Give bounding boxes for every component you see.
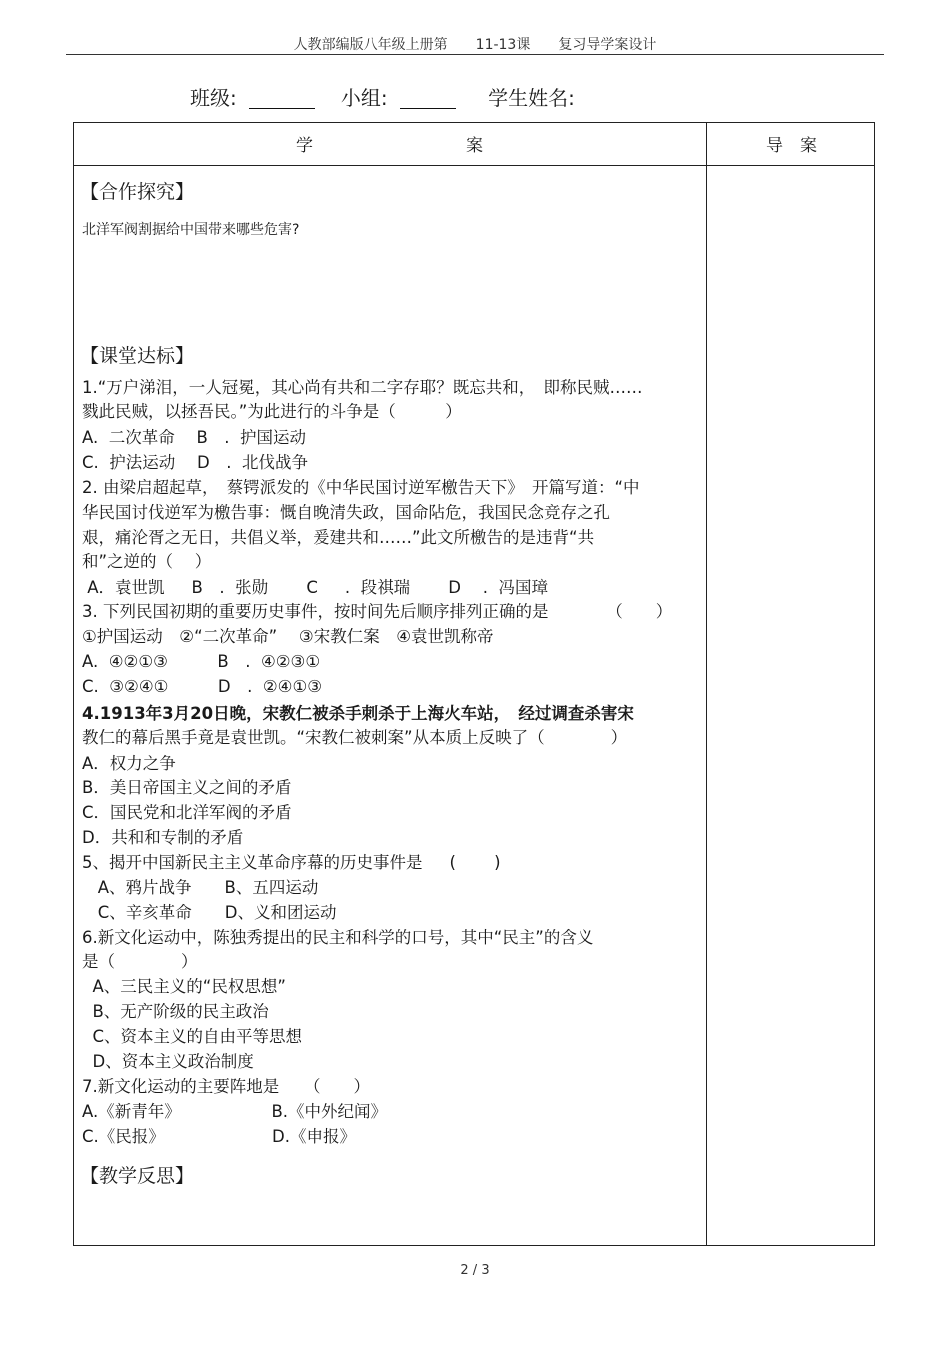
option-line: C. 护法运动 D . 北伐战争	[82, 453, 308, 472]
option-line: A、鸦片战争 B、五四运动	[82, 878, 319, 897]
question-line: 3. 下列民国初期的重要历史事件，按时间先后顺序排列正确的是 （ ）	[82, 602, 673, 621]
question-line: 戮此民贼，以拯吾民。”为此进行的斗争是（ ）	[82, 402, 462, 421]
section-reflection: 【教学反思】	[80, 1165, 195, 1187]
section-classwork: 【课堂达标】	[80, 345, 195, 367]
student-info-row	[190, 82, 575, 111]
name-label: 学生姓名:	[488, 86, 575, 110]
question-line: ①护国运动 ②“二次革命” ③宋教仁案 ④袁世凯称帝	[82, 627, 494, 646]
option-line: D、资本主义政治制度	[82, 1052, 254, 1071]
question-line: 教仁的幕后黑手竟是袁世凯。“宋教仁被刺案”从本质上反映了（ ）	[82, 728, 628, 747]
option-line: A.《新青年》 B.《中外纪闻》	[82, 1102, 388, 1121]
option-line: A、三民主义的“民权思想”	[82, 977, 286, 996]
question-line: 6.新文化运动中，陈独秀提出的民主和科学的口号，其中“民主”的含义	[82, 928, 594, 947]
option-line: A．袁世凯 B . 张勋 C . 段祺瑞 D . 冯国璋	[82, 578, 548, 597]
column-divider	[706, 123, 707, 1245]
question-line: 7.新文化运动的主要阵地是 （ ）	[82, 1077, 370, 1096]
question-line: 华民国讨伐逆军为檄告事：慨自晚清失政，国命阽危，我国民念竞存之孔	[82, 503, 610, 522]
question-line: 和”之逆的（ ）	[82, 552, 212, 571]
option-line: D．共和和专制的矛盾	[82, 828, 244, 847]
group-label: 小组:	[340, 86, 388, 110]
option-line: C.《民报》 D.《申报》	[82, 1127, 356, 1146]
question-line: 是（ ）	[82, 952, 198, 971]
option-line: A. 二次革命 B . 护国运动	[82, 428, 307, 447]
question-line: 艰，痛沦胥之无日，共倡义举，爰建共和……”此文所檄告的是违背“共	[82, 528, 595, 547]
column-header-guide: 导 案	[766, 136, 817, 156]
option-line: B．美日帝国主义之间的矛盾	[82, 778, 292, 797]
class-label: 班级:	[190, 86, 237, 110]
header-divider	[66, 54, 884, 55]
option-line: A．权力之争	[82, 754, 176, 773]
option-line: C、资本主义的自由平等思想	[82, 1027, 303, 1046]
explore-question: 北洋军阀割据给中国带来哪些危害?	[82, 222, 300, 238]
page-header: 人教部编版八年级上册第 11-13课 复习导学案设计	[293, 37, 657, 53]
option-line: C、辛亥革命 D、义和团运动	[82, 903, 337, 922]
option-line: C. ③②④① D . ②④①③	[82, 677, 323, 696]
option-line: C．国民党和北洋军阀的矛盾	[82, 803, 292, 822]
question-line: 4.1913年3月20日晚，宋教仁被杀手刺杀于上海火车站， 经过调查杀害宋	[82, 704, 634, 723]
header-row-divider	[74, 165, 874, 166]
question-line: 2. 由梁启超起草， 蔡锷派发的《中华民国讨逆军檄告天下》 开篇写道：“中	[82, 478, 640, 497]
group-blank	[400, 86, 456, 109]
section-explore: 【合作探究】	[80, 181, 195, 203]
page-number: 2 / 3	[460, 1263, 490, 1278]
question-line: 1.“万户涕泪，一人冠冕，其心尚有共和二字存耶？既忘共和， 即称民贼……	[82, 378, 643, 397]
worksheet-table	[73, 122, 875, 1246]
option-line: A. ④②①③ B . ④②③①	[82, 652, 321, 671]
option-line: B、无产阶级的民主政治	[82, 1002, 269, 1021]
question-line: 5、揭开中国新民主主义革命序幕的历史事件是 ( )	[82, 853, 501, 872]
class-blank	[249, 86, 315, 109]
column-header-student: 学 案	[296, 136, 483, 156]
